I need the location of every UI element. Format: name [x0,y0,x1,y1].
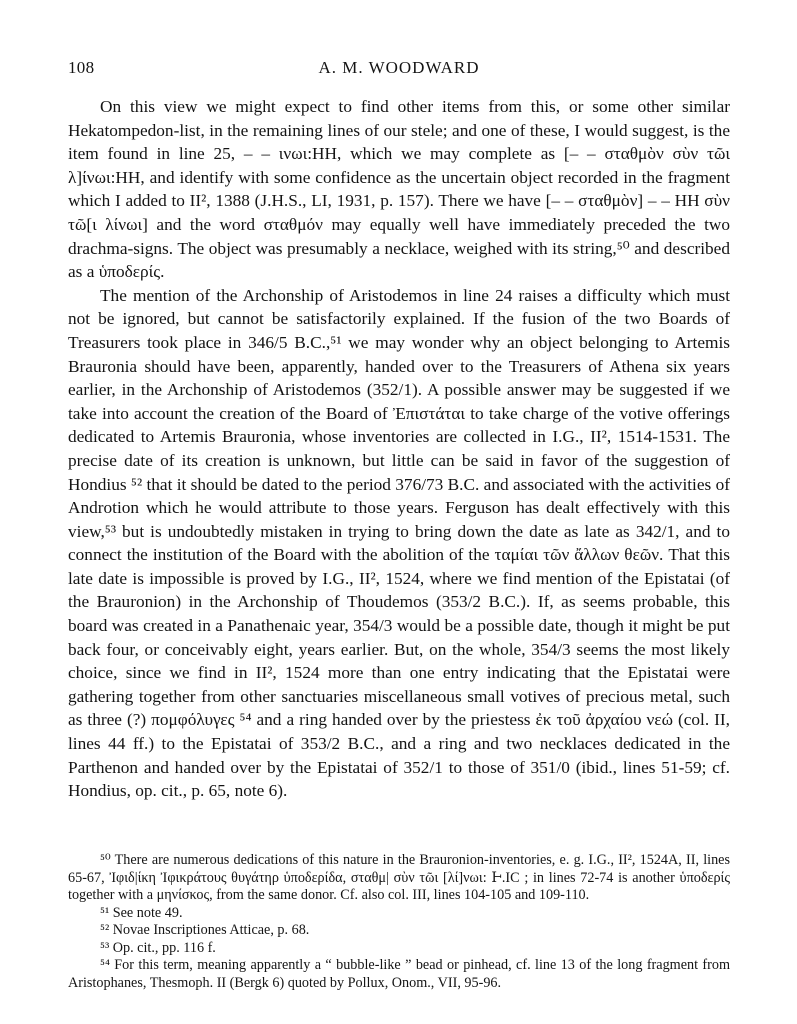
running-head: A. M. WOODWARD [318,58,480,77]
footnote-53: ⁵³ Op. cit., pp. 116 f. [100,939,216,956]
footnote-51: ⁵¹ See note 49. [100,904,183,921]
paragraph: The mention of the Archonship of Aristodemos in line 24 raises a difficulty which must not be ignored, but cannot be satisfactorily explained. If the fusion of the two Boards of Treasurers took place in 346/5 B.C.,⁵¹ we may wonder why an object belonging to Artemis Brauronia should have been, apparently, handed over to the Treasurers of Athena six years earlier, in the Archonship of Aristodemos (352/1). A possible answer may be suggested if we take into account the creation of the Board of Ἐπιστάται to take charge of the votive offerings dedicated to Artemis Brauronia, whose inventories are collected in I.G., II², 1514-1531. The precise date of its creation is unknown, but little can be said in favor of the suggestion of Hondius ⁵² that it should be dated to the period 376/73 B.C. and associated with the activities of Androtion which he would attribute to those years. Ferguson has dealt effectively with this view,⁵³ but is undoubtedly mistaken in trying to bring down the date as late as 342/1, and to connect the institution of the Board with the abolition of the ταμίαι τῶν ἄλλων θεῶν. That this late date is impossible is proved by I.G., II², 1524, where we find mention of the Epistatai (of the Brauronion) in the Archonship of Thoudemos (353/2 B.C.). If, as seems probable, this board was created in a Panathenaic year, 354/3 would be a possible date, though it might be put back four, or conceivably eight, years earlier. But, on the whole, 354/3 seems the most likely choice, since we find in II², 1524 more than one entry indicating that the Epistatai were gathering together from other sanctuaries miscellaneous small votives of precious metal, such as three (?) πομφόλυγες ⁵⁴ and a ring handed over by the priestess ἐκ τοῦ ἀρχαίου νεώ (col. II, lines 44 ff.) to the Epistatai of 353/2 B.C., and a ring and two necklaces dedicated in the Parthenon and handed over by the Epistatai of 352/1 to those of 351/0 (ibid., lines 51-59; cf. Hondius, op. cit., p. 65, note 6). [68,285,730,801]
body-text [68,95,730,803]
footnotes [68,852,730,992]
page-header [68,58,730,82]
footnote-52: ⁵² Novae Inscriptiones Atticae, p. 68. [100,922,310,938]
footnote-54: ⁵⁴ For this term, meaning apparently a “ bubble-like ” bead or pinhead, cf. line 13 of the long fragment from Aristophanes, Thesmoph. II (Bergk 6) quoted by Pollux, Onom., VII, 95-96. [68,957,730,991]
paragraph: On this view we might expect to find other items from this, or some other similar Hekatompedon-list, in the remaining lines of our stele; and one of these, I would suggest, is the item found in line 25, – – ινωι:ΗΗ, which we may complete as [– – σταθμὸν σὺν τῶι λ]ίνωι:ΗΗ, and identify with some confidence as the uncertain object recorded in the fragment which I added to II², 1388 (J.H.S., LI, 1931, p. 157). There we have [– – σταθμὸν] – – ΗΗ σὺν τῶ[ι λίνωι] and the word σταθμόν may equally well have immediately preceded the two drachma-signs. The object was presumably a necklace, weighed with its string,⁵⁰ and described as a ὑποδερίς. [68,97,730,282]
footnote-50: ⁵⁰ There are numerous dedications of this nature in the Brauronion-inventories, e. g. I.G., II², 1524A, II, lines 65-67, Ἰφιδ|ίκη Ἰφικράτους θυγάτηρ ὑποδερίδα, σταθμ| σὺν τῶι [λί]νωι: Ͱ.ΙC ; in lines 72-74 is another ὑποδερίς together with a μηνίσκος, from the same donor. Cf. also col. III, lines 104-105 and 109-110. [68,852,730,903]
page-number: 108 [68,58,95,77]
